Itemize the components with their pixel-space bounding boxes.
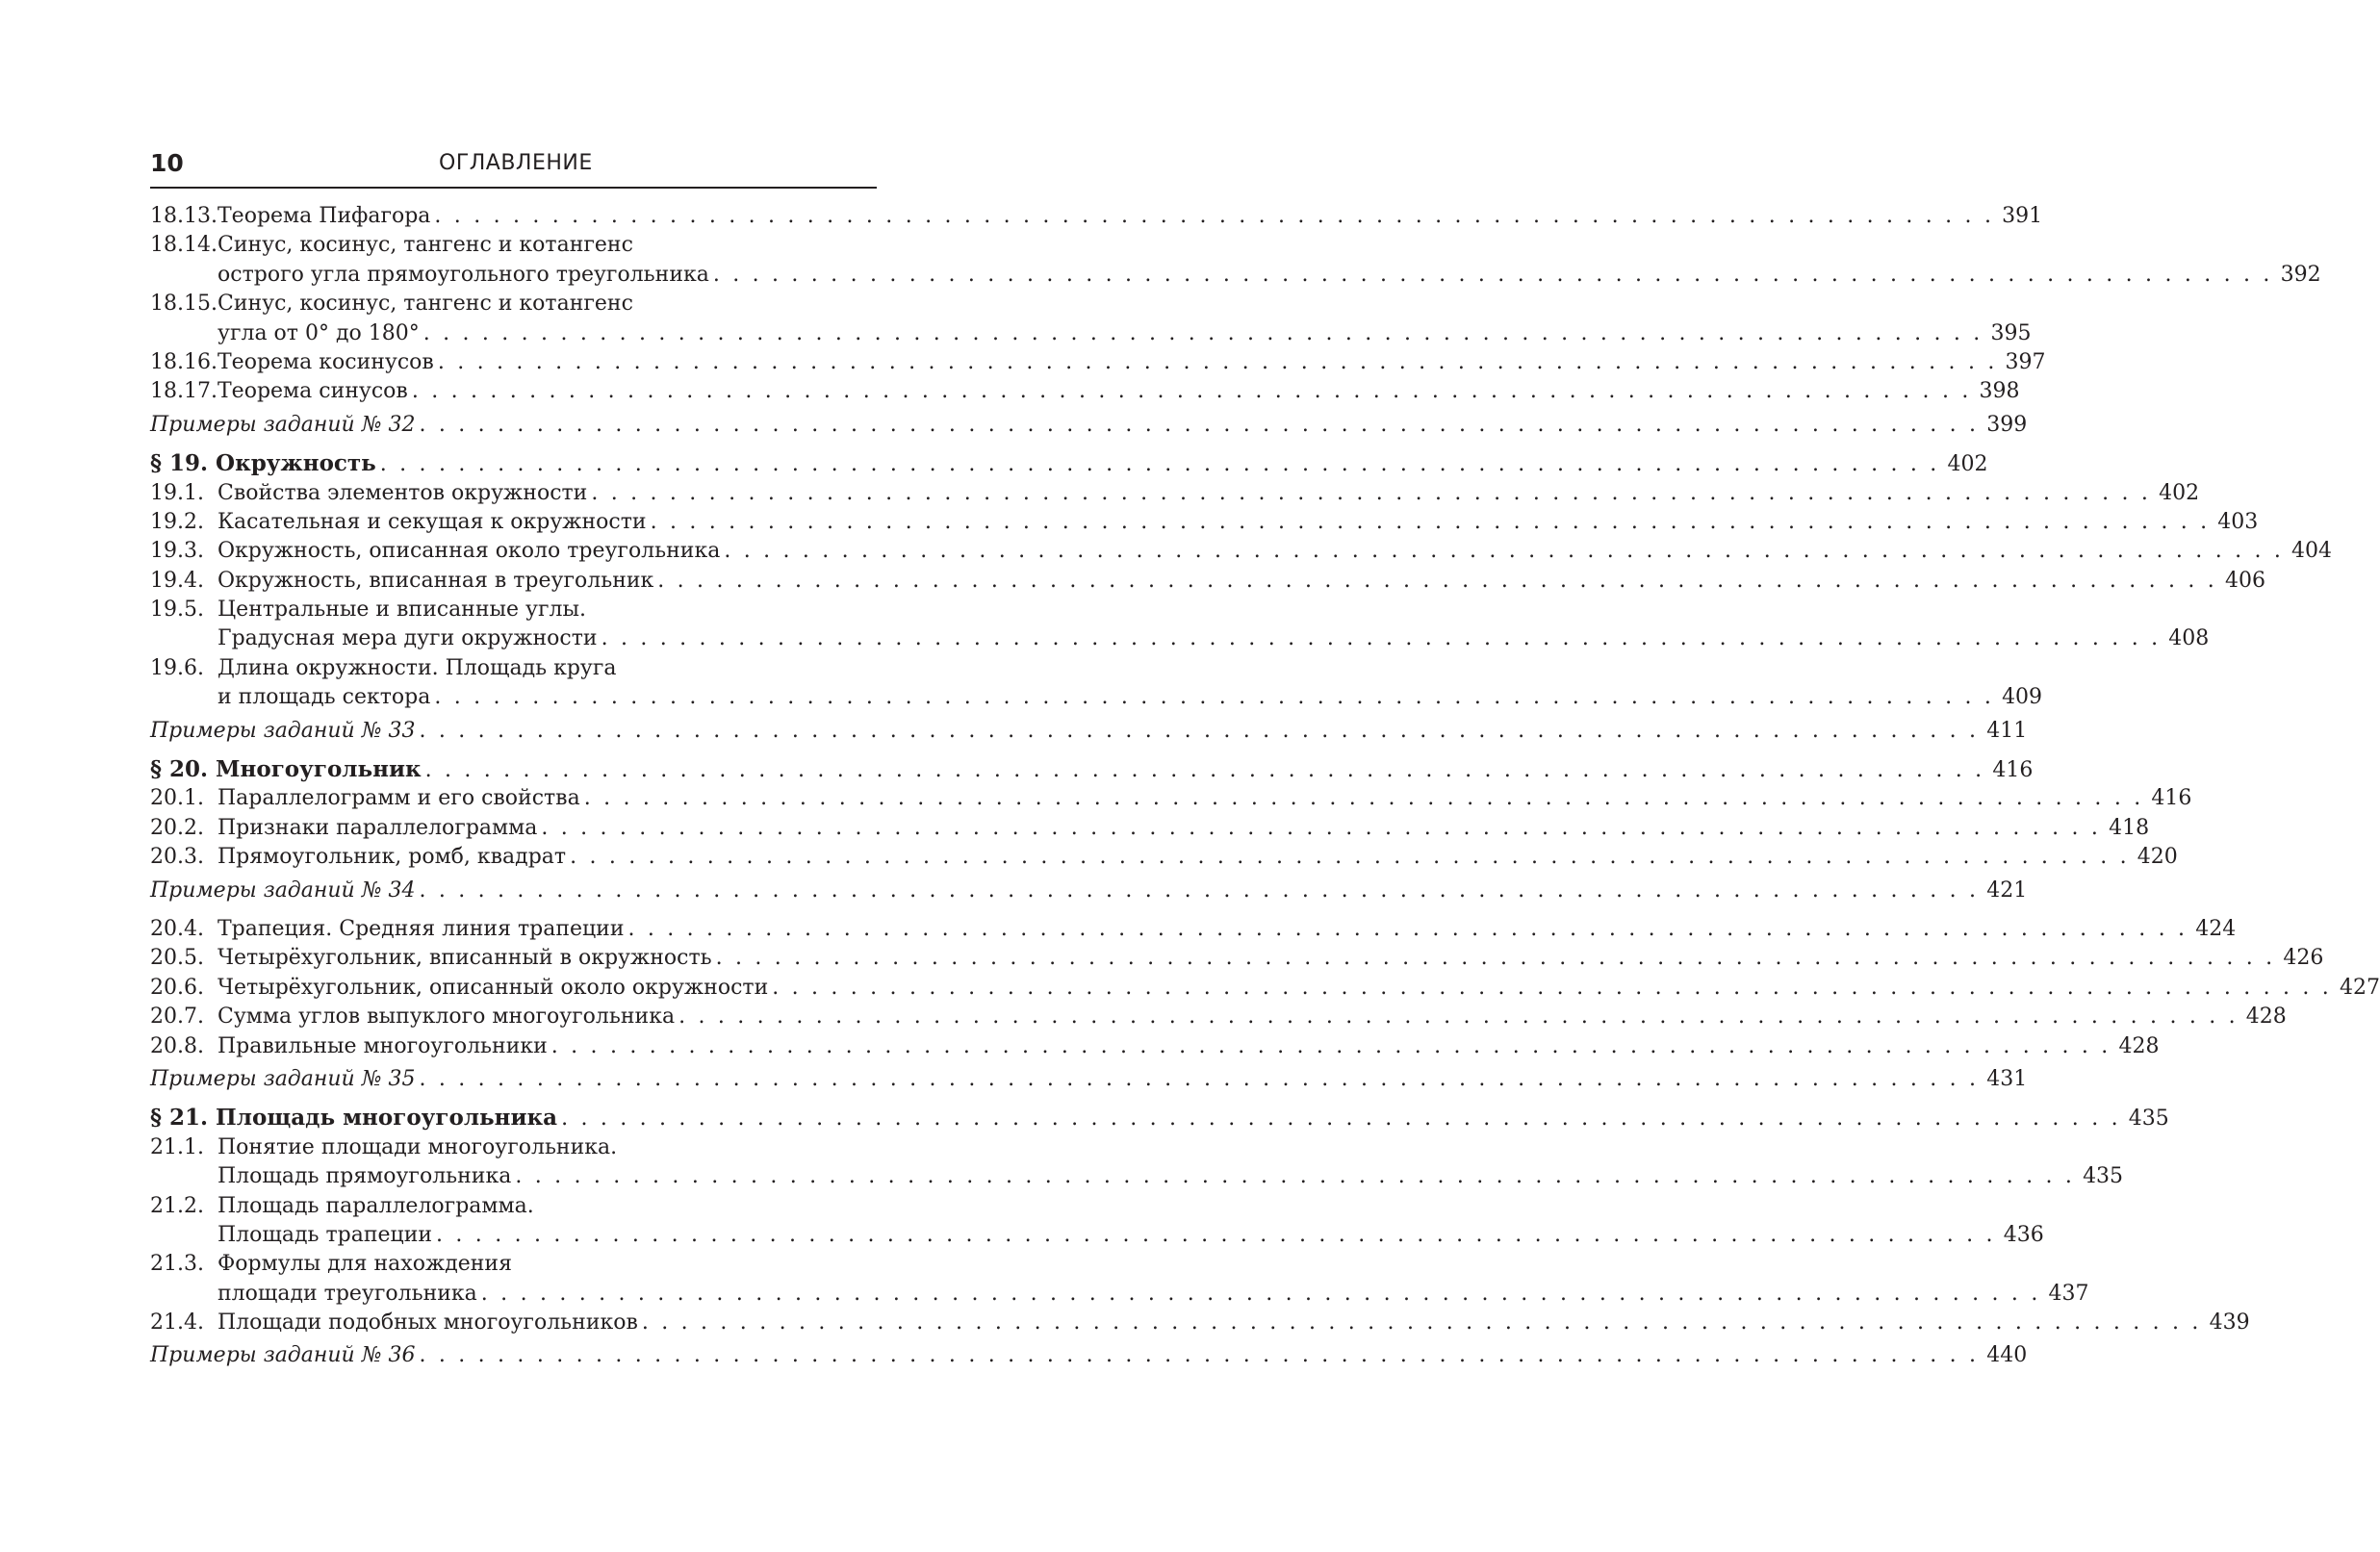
dot-leader: . . . . . . . . . . . . . . . . . . . . . . . . . . . . . . . . . . . . . . . . . . . . . . . . . . . . . . . . . . . . . . . . . . . . . . . . . . . . . . . . <box>434 204 1995 228</box>
section-title: Длина окружности. Площадь круга <box>218 655 617 680</box>
toc-entry-19-6-line1[interactable] <box>150 654 877 683</box>
section-title: Центральные и вписанные углы. <box>218 598 586 623</box>
dot-leader: . . . . . . . . . . . . . . . . . . . . . . . . . . . . . . . . . . . . . . . . . . . . . . . . . . . . . . . . . . . . . . . . . . . . . . . . . . . . . . . . <box>411 379 1972 404</box>
section-title: Синус, косинус, тангенс и котангенс <box>218 292 633 317</box>
page-number: 10 <box>150 149 184 177</box>
toc-entry-21-1-line1[interactable] <box>150 1133 877 1162</box>
toc-entry-19-6-line2[interactable] <box>150 683 2043 712</box>
dot-leader: . . . . . . . . . . . . . . . . . . . . . . . . . . . . . . . . . . . . . . . . . . . . . . . . . . . . . . . . . . . . . . . . . . . . . . . . . . . . . . . . <box>434 685 1995 710</box>
page-ref: 402 <box>2159 480 2200 505</box>
toc-entry-20-1[interactable] <box>150 784 2192 813</box>
page-ref: 418 <box>2109 815 2150 840</box>
section-title: Площадь трапеции <box>218 1222 433 1247</box>
dot-leader: . . . . . . . . . . . . . . . . . . . . . . . . . . . . . . . . . . . . . . . . . . . . . . . . . . . . . . . . . . . . . . . . . . . . . . . . . . . . . . . . <box>436 1222 1996 1247</box>
dot-leader: . . . . . . . . . . . . . . . . . . . . . . . . . . . . . . . . . . . . . . . . . . . . . . . . . . . . . . . . . . . . . . . . . . . . . . . . . . . . . . . . <box>379 452 1940 477</box>
section-number: 19.2. <box>150 509 204 534</box>
section-title: Градусная мера дуги окружности <box>218 626 598 651</box>
section-number: 19.4. <box>150 568 204 593</box>
dot-leader: . . . . . . . . . . . . . . . . . . . . . . . . . . . . . . . . . . . . . . . . . . . . . . . . . . . . . . . . . . . . . . . . . . . . . . . . . . . . . . . . <box>422 320 1983 345</box>
page-ref: 424 <box>2195 916 2237 941</box>
page-ref: 398 <box>1979 379 2020 404</box>
chapter-title: § 19. Окружность <box>150 450 376 477</box>
section-number: 20.1. <box>150 786 204 811</box>
toc-examples-32[interactable] <box>150 411 2028 440</box>
dot-leader: . . . . . . . . . . . . . . . . . . . . . . . . . . . . . . . . . . . . . . . . . . . . . . . . . . . . . . . . . . . . . . . . . . . . . . . . . . . . . . . . <box>480 1281 2041 1306</box>
section-title: Параллелограмм и его свойства <box>218 786 580 811</box>
dot-leader: . . . . . . . . . . . . . . . . . . . . . . . . . . . . . . . . . . . . . . . . . . . . . . . . . . . . . . . . . . . . . . . . . . . . . . . . . . . . . . . . <box>515 1164 2076 1189</box>
section-number: 20.3. <box>150 845 204 870</box>
section-number: 19.6. <box>150 655 204 680</box>
toc-entry-18-15-line2[interactable] <box>150 319 2032 348</box>
toc-entry-19-5-line2[interactable] <box>150 624 2210 653</box>
section-title: Четырёхугольник, описанный около окружности <box>218 975 769 1000</box>
toc-entry-20-8[interactable] <box>150 1032 2160 1061</box>
toc-examples-36[interactable] <box>150 1341 2028 1370</box>
toc-entry-21-4[interactable] <box>150 1309 2250 1337</box>
toc-entry-18-15-line1[interactable] <box>150 290 877 318</box>
dot-leader: . . . . . . . . . . . . . . . . . . . . . . . . . . . . . . . . . . . . . . . . . . . . . . . . . . . . . . . . . . . . . . . . . . . . . . . . . . . . . . . . <box>541 815 2102 840</box>
toc-entry-18-14-line2[interactable] <box>150 261 2321 290</box>
page-ref: 395 <box>1990 320 2032 345</box>
section-number: 18.15. <box>150 292 218 317</box>
section-title: площади треугольника <box>218 1281 477 1306</box>
page-ref: 409 <box>2002 685 2043 710</box>
chapter-title: § 20. Многоугольник <box>150 756 422 783</box>
section-number: 20.6. <box>150 975 204 1000</box>
page-ref: 404 <box>2291 539 2333 564</box>
page-header <box>150 144 877 189</box>
toc-entry-20-6[interactable] <box>150 974 2380 1003</box>
section-title: Площадь параллелограмма. <box>218 1193 534 1218</box>
toc-entry-19-3[interactable] <box>150 537 2333 566</box>
dot-leader: . . . . . . . . . . . . . . . . . . . . . . . . . . . . . . . . . . . . . . . . . . . . . . . . . . . . . . . . . . . . . . . . . . . . . . . . . . . . . . . . <box>715 946 2276 971</box>
page-ref: 431 <box>1986 1066 2028 1091</box>
page-ref: 436 <box>2003 1222 2044 1247</box>
toc-entry-19-1[interactable] <box>150 479 2200 508</box>
page-ref: 411 <box>1986 718 2028 743</box>
toc-examples-33[interactable] <box>150 717 2028 746</box>
section-title: Теорема Пифагора <box>218 204 431 228</box>
section-number: 19.1. <box>150 480 204 505</box>
dot-leader: . . . . . . . . . . . . . . . . . . . . . . . . . . . . . . . . . . . . . . . . . . . . . . . . . . . . . . . . . . . . . . . . . . . . . . . . . . . . . . . . <box>641 1310 2202 1336</box>
toc-chapter-20[interactable] <box>150 755 2034 784</box>
dot-leader: . . . . . . . . . . . . . . . . . . . . . . . . . . . . . . . . . . . . . . . . . . . . . . . . . . . . . . . . . . . . . . . . . . . . . . . . . . . . . . . . <box>583 786 2144 811</box>
section-title: Трапеция. Средняя линия трапеции <box>218 916 625 941</box>
page-ref: 402 <box>1947 452 1988 477</box>
dot-leader: . . . . . . . . . . . . . . . . . . . . . . . . . . . . . . . . . . . . . . . . . . . . . . . . . . . . . . . . . . . . . . . . . . . . . . . . . . . . . . . . <box>724 539 2285 564</box>
dot-leader: . . . . . . . . . . . . . . . . . . . . . . . . . . . . . . . . . . . . . . . . . . . . . . . . . . . . . . . . . . . . . . . . . . . . . . . . . . . . . . . . <box>424 758 1985 783</box>
toc-entry-19-4[interactable] <box>150 567 2265 596</box>
dot-leader: . . . . . . . . . . . . . . . . . . . . . . . . . . . . . . . . . . . . . . . . . . . . . . . . . . . . . . . . . . . . . . . . . . . . . . . . . . . . . . . . <box>712 262 2273 287</box>
dot-leader: . . . . . . . . . . . . . . . . . . . . . . . . . . . . . . . . . . . . . . . . . . . . . . . . . . . . . . . . . . . . . . . . . . . . . . . . . . . . . . . . <box>419 412 1980 437</box>
section-number: 21.4. <box>150 1310 204 1336</box>
toc-chapter-19[interactable] <box>150 449 1988 478</box>
examples-title: Примеры заданий № 32 <box>150 412 416 437</box>
toc-page <box>150 144 2380 1371</box>
dot-leader: . . . . . . . . . . . . . . . . . . . . . . . . . . . . . . . . . . . . . . . . . . . . . . . . . . . . . . . . . . . . . . . . . . . . . . . . . . . . . . . . <box>419 1066 1980 1091</box>
toc-entry-18-16[interactable] <box>150 348 2046 377</box>
section-title: Признаки параллелограмма <box>218 815 538 840</box>
toc-entry-19-2[interactable] <box>150 508 2259 537</box>
section-number: 19.3. <box>150 539 204 564</box>
dot-leader: . . . . . . . . . . . . . . . . . . . . . . . . . . . . . . . . . . . . . . . . . . . . . . . . . . . . . . . . . . . . . . . . . . . . . . . . . . . . . . . . <box>591 480 2152 505</box>
examples-title: Примеры заданий № 33 <box>150 718 416 743</box>
toc-entry-18-17[interactable] <box>150 377 2020 406</box>
section-title: Площадь прямоугольника <box>218 1164 512 1189</box>
section-title: Свойства элементов окружности <box>218 480 588 505</box>
section-number: 18.16. <box>150 349 218 374</box>
page-ref: 397 <box>2005 349 2046 374</box>
section-title: Площади подобных многоугольников <box>218 1310 638 1336</box>
page-ref: 416 <box>2151 786 2192 811</box>
toc-entry-20-2[interactable] <box>150 814 2150 843</box>
section-number: 20.5. <box>150 946 204 971</box>
section-title: Понятие площади многоугольника. <box>218 1134 618 1159</box>
section-title: Касательная и секущая к окружности <box>218 509 647 534</box>
section-title: Четырёхугольник, вписанный в окружность <box>218 946 712 971</box>
page-ref: 408 <box>2168 626 2210 651</box>
toc-examples-34[interactable] <box>150 877 2028 905</box>
examples-title: Примеры заданий № 34 <box>150 878 416 903</box>
page-ref: 435 <box>2128 1107 2169 1132</box>
toc-entry-20-4[interactable] <box>150 915 2237 944</box>
page-ref: 392 <box>2280 262 2321 287</box>
section-number: 20.8. <box>150 1033 204 1058</box>
page-ref: 420 <box>2137 845 2178 870</box>
section-number: 21.3. <box>150 1252 204 1277</box>
page-ref: 427 <box>2339 975 2380 1000</box>
section-number: 21.2. <box>150 1193 204 1218</box>
page-ref: 440 <box>1986 1343 2028 1368</box>
toc-entry-20-7[interactable] <box>150 1003 2287 1031</box>
examples-title: Примеры заданий № 35 <box>150 1066 416 1091</box>
toc-entry-20-3[interactable] <box>150 843 2178 872</box>
section-title: Окружность, вписанная в треугольник <box>218 568 654 593</box>
page-ref: 428 <box>2245 1005 2287 1030</box>
toc-entry-18-13[interactable] <box>150 202 2043 231</box>
section-number: 18.14. <box>150 233 218 258</box>
running-title: ОГЛАВЛЕНИЕ <box>439 151 593 175</box>
section-title: Сумма углов выпуклого многоугольника <box>218 1005 676 1030</box>
section-number: 21.1. <box>150 1134 204 1159</box>
section-title: Формулы для нахождения <box>218 1252 512 1277</box>
dot-leader: . . . . . . . . . . . . . . . . . . . . . . . . . . . . . . . . . . . . . . . . . . . . . . . . . . . . . . . . . . . . . . . . . . . . . . . . . . . . . . . . <box>627 916 2188 941</box>
toc-entry-21-2-line1[interactable] <box>150 1192 877 1221</box>
section-title: Прямоугольник, ромб, квадрат <box>218 845 567 870</box>
toc-entry-21-3-line2[interactable] <box>150 1280 2089 1309</box>
section-number: 20.7. <box>150 1005 204 1030</box>
dot-leader: . . . . . . . . . . . . . . . . . . . . . . . . . . . . . . . . . . . . . . . . . . . . . . . . . . . . . . . . . . . . . . . . . . . . . . . . . . . . . . . . <box>419 718 1980 743</box>
toc-entry-21-1-line2[interactable] <box>150 1162 2124 1191</box>
chapter-title: § 21. Площадь многоугольника <box>150 1105 558 1132</box>
section-number: 20.2. <box>150 815 204 840</box>
section-number: 19.5. <box>150 598 204 623</box>
section-number: 20.4. <box>150 916 204 941</box>
toc-entry-19-5-line1[interactable] <box>150 596 877 624</box>
dot-leader: . . . . . . . . . . . . . . . . . . . . . . . . . . . . . . . . . . . . . . . . . . . . . . . . . . . . . . . . . . . . . . . . . . . . . . . . . . . . . . . . <box>657 568 2217 593</box>
dot-leader: . . . . . . . . . . . . . . . . . . . . . . . . . . . . . . . . . . . . . . . . . . . . . . . . . . . . . . . . . . . . . . . . . . . . . . . . . . . . . . . . <box>650 509 2211 534</box>
page-ref: 439 <box>2209 1310 2250 1336</box>
section-title: и площадь сектора <box>218 685 431 710</box>
toc-chapter-21[interactable] <box>150 1104 2169 1132</box>
section-title: Теорема косинусов <box>218 349 434 374</box>
page-ref: 391 <box>2002 204 2043 228</box>
dot-leader: . . . . . . . . . . . . . . . . . . . . . . . . . . . . . . . . . . . . . . . . . . . . . . . . . . . . . . . . . . . . . . . . . . . . . . . . . . . . . . . . <box>561 1107 2121 1132</box>
dot-leader: . . . . . . . . . . . . . . . . . . . . . . . . . . . . . . . . . . . . . . . . . . . . . . . . . . . . . . . . . . . . . . . . . . . . . . . . . . . . . . . . <box>570 845 2130 870</box>
dot-leader: . . . . . . . . . . . . . . . . . . . . . . . . . . . . . . . . . . . . . . . . . . . . . . . . . . . . . . . . . . . . . . . . . . . . . . . . . . . . . . . . <box>437 349 1998 374</box>
dot-leader: . . . . . . . . . . . . . . . . . . . . . . . . . . . . . . . . . . . . . . . . . . . . . . . . . . . . . . . . . . . . . . . . . . . . . . . . . . . . . . . . <box>678 1005 2239 1030</box>
dot-leader: . . . . . . . . . . . . . . . . . . . . . . . . . . . . . . . . . . . . . . . . . . . . . . . . . . . . . . . . . . . . . . . . . . . . . . . . . . . . . . . . <box>772 975 2332 1000</box>
dot-leader: . . . . . . . . . . . . . . . . . . . . . . . . . . . . . . . . . . . . . . . . . . . . . . . . . . . . . . . . . . . . . . . . . . . . . . . . . . . . . . . . <box>550 1033 2111 1058</box>
section-title: Правильные многоугольники <box>218 1033 548 1058</box>
dot-leader: . . . . . . . . . . . . . . . . . . . . . . . . . . . . . . . . . . . . . . . . . . . . . . . . . . . . . . . . . . . . . . . . . . . . . . . . . . . . . . . . <box>419 1343 1980 1368</box>
page-ref: 435 <box>2083 1164 2124 1189</box>
page-ref: 426 <box>2283 946 2324 971</box>
page-ref: 403 <box>2217 509 2259 534</box>
section-title: острого угла прямоугольного треугольника <box>218 262 709 287</box>
section-title: Окружность, описанная около треугольника <box>218 539 721 564</box>
page-ref: 437 <box>2048 1281 2089 1306</box>
examples-title: Примеры заданий № 36 <box>150 1343 416 1368</box>
page-ref: 416 <box>1992 758 2034 783</box>
table-of-contents <box>150 202 2380 1371</box>
section-title: угла от 0° до 180° <box>218 320 420 345</box>
page-ref: 406 <box>2225 568 2265 593</box>
page-ref: 421 <box>1986 878 2028 903</box>
dot-leader: . . . . . . . . . . . . . . . . . . . . . . . . . . . . . . . . . . . . . . . . . . . . . . . . . . . . . . . . . . . . . . . . . . . . . . . . . . . . . . . . <box>601 626 2162 651</box>
section-title: Синус, косинус, тангенс и котангенс <box>218 233 633 258</box>
page-ref: 399 <box>1986 412 2028 437</box>
section-title: Теорема синусов <box>218 379 408 404</box>
section-number: 18.13. <box>150 204 218 228</box>
toc-entry-21-2-line2[interactable] <box>150 1221 2044 1250</box>
section-number: 18.17. <box>150 379 218 404</box>
toc-examples-35[interactable] <box>150 1065 2028 1094</box>
toc-entry-21-3-line1[interactable] <box>150 1250 877 1279</box>
toc-entry-20-5[interactable] <box>150 944 2324 973</box>
dot-leader: . . . . . . . . . . . . . . . . . . . . . . . . . . . . . . . . . . . . . . . . . . . . . . . . . . . . . . . . . . . . . . . . . . . . . . . . . . . . . . . . <box>419 878 1980 903</box>
page-ref: 428 <box>2118 1033 2160 1058</box>
toc-entry-18-14-line1[interactable] <box>150 231 877 260</box>
